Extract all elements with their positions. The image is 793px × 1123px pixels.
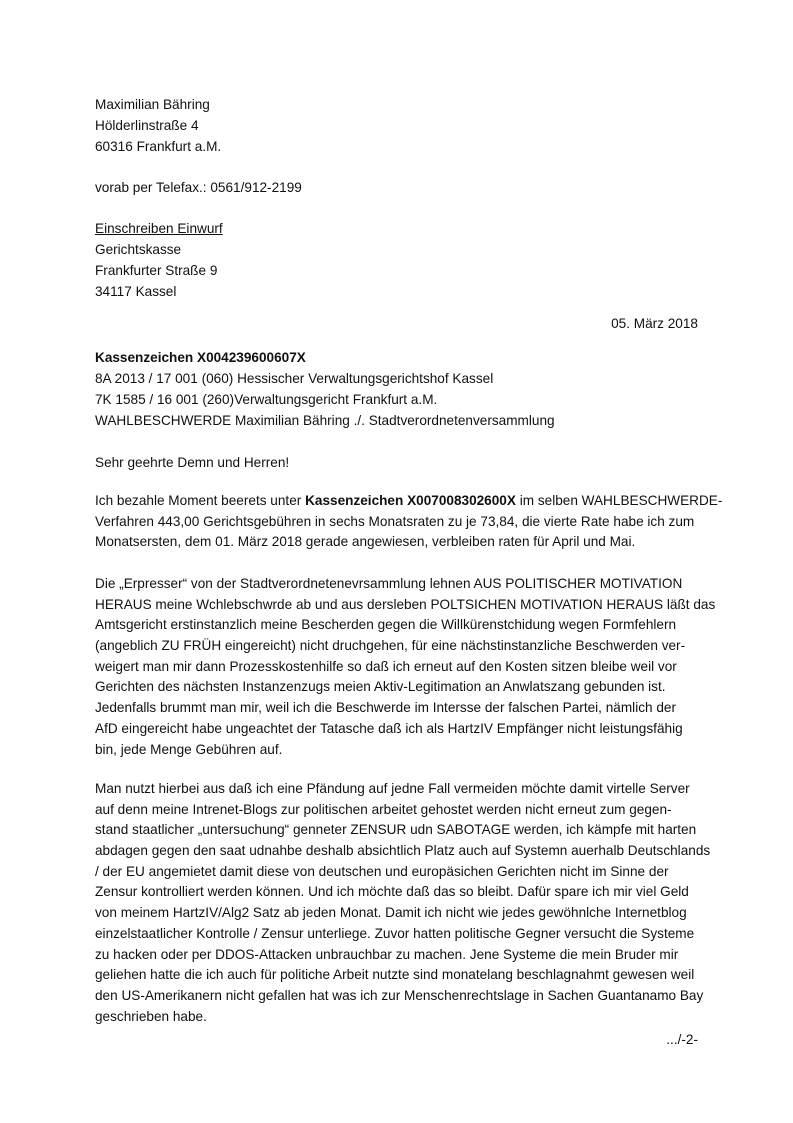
paragraph-3-line: zu hacken oder per DDOS-Attacken unbrauchbar zu machen. Jene Systeme die mein Bruder mir	[95, 946, 679, 962]
paragraph-2-line: AfD eingereicht habe ungeachtet der Tatasche daß ich als HartzIV Empfänger nicht leistungsfähig	[95, 720, 683, 736]
paragraph-2-line: Amtsgericht erstinstanzlich meine Bescherden gegen die Willkürenstchidung wegen Formfehlern	[95, 617, 677, 633]
paragraph-3-line: auf denn meine Intrenet-Blogs zur politischen arbeitet gehostet werden nicht erneut zum gegen-	[95, 801, 672, 817]
paragraph-1-text: Ich bezahle Moment beerets unter	[95, 493, 306, 508]
recipient-name: Gerichtskasse	[95, 242, 182, 257]
sender-name: Maximilian Bähring	[95, 97, 210, 112]
paragraph-3-line: stand staatlicher „untersuchung“ genneter ZENSUR udn SABOTAGE werden, ich kämpfe mit harten	[95, 822, 697, 838]
paragraph-3	[95, 779, 711, 1027]
page-continuation-marker: .../-2-	[666, 1032, 698, 1047]
paragraph-3-line: Zensur kontrolliert werden können. Und ich möchte daß das so bleibt. Dafür spare ich mir viel Geld	[95, 884, 689, 900]
paragraph-2-line: (angeblich ZU FRÜH eingereicht) nicht druchgehen, für eine nächstinstanzliche Beschwerden ver-	[95, 638, 686, 654]
paragraph-2-line: bin, jede Menge Gebühren auf.	[95, 741, 283, 757]
paragraph-1-line: Verfahren 443,00 Gerichtsgebühren in sechs Monatsraten zu je 73,84, die vierte Rate habe ich zum	[95, 513, 695, 529]
subject-reference-1: 8A 2013 / 17 001 (060) Hessischer Verwaltungsgerichtshof Kassel	[95, 371, 494, 386]
paragraph-2-line: HERAUS meine Wchlebschwrde ab und aus dersleben POLTSICHEN MOTIVATION HERAUS läßt das	[95, 596, 716, 612]
paragraph-3-line: Man nutzt hierbei aus daß ich eine Pfändung auf jedne Fall vermeiden möchte damit virtelle Server	[95, 781, 690, 796]
sender-street: Hölderlinstraße 4	[95, 118, 199, 133]
paragraph-3-line: den US-Amerikanern nicht gefallen hat was ich zur Menschenrechtslage in Sachen Guantanamo Bay	[95, 987, 704, 1003]
paragraph-3-line: abdagen gegen den saat udnahbe deshalb absichtlich Platz auch auf Systemn auerhalb Deutschlands	[95, 843, 711, 859]
fax-note: vorab per Telefax.: 0561/912-2199	[95, 180, 302, 195]
paragraph-3-line: einzelstaatlicher Kontrolle / Zensur unterliege. Zuvor hatten politische Gegner versucht die Systeme	[95, 925, 695, 941]
paragraph-3-line: geliehen hatte die ich auch für politiche Arbeit nutzte sind monatelang beschlagnahmt gewesen weil	[95, 967, 695, 983]
salutation: Sehr geehrte Demn und Herren!	[95, 455, 290, 470]
paragraph-2-line: Gerichten des nächsten Instanzenzugs meien Aktiv-Legitimation an Anwlatszang gebunden ist.	[95, 679, 666, 695]
paragraph-1-text: im selben WAHLBESCHWERDE-	[515, 493, 723, 508]
delivery-method: Einschreiben Einwurf	[95, 221, 223, 236]
paragraph-3-line: von meinem HartzIV/Alg2 Satz ab jeden Monat. Damit ich nicht wie jedes gewöhnlche Internetblog	[95, 905, 687, 921]
paragraph-3-line: / der EU angemietet damit diese von deutschen und europäsichen Gerichten nicht im Sinne der	[95, 863, 669, 879]
paragraph-2-line: Die „Erpresser“ von der Stadtverordnetenevrsammlung lehnen AUS POLITISCHER MOTIVATION	[95, 576, 683, 591]
paragraph-1-line	[95, 491, 723, 512]
paragraph-2-line: Jedenfalls brummt man mir, weil ich die Beschwerde im Intersse der falschen Partei, nämlich der	[95, 700, 676, 716]
subject-reference-2: 7K 1585 / 16 001 (260)Verwaltungsgericht Frankfurt a.M.	[95, 392, 438, 407]
paragraph-2	[95, 574, 716, 760]
paragraph-1-kassenzeichen: Kassenzeichen X007008302600X	[305, 493, 516, 508]
recipient-street: Frankfurter Straße 9	[95, 263, 218, 278]
paragraph-3-line: geschrieben habe.	[95, 1008, 207, 1024]
recipient-city: 34117 Kassel	[95, 284, 177, 299]
paragraph-1-line: Monatsersten, dem 01. März 2018 gerade angewiesen, verbleiben raten für April und Mai.	[95, 534, 636, 550]
paragraph-1	[95, 491, 723, 553]
subject-kassenzeichen: Kassenzeichen X004239600607X	[95, 350, 306, 365]
letter-date: 05. März 2018	[611, 316, 698, 331]
paragraph-2-line: weigert man mir dann Prozesskostenhilfe so daß ich erneut auf den Kosten sitzen bleibe weil vor	[95, 658, 677, 674]
subject-reference-3: WAHLBESCHWERDE Maximilian Bähring ./. Stadtverordnetenversammlung	[95, 413, 555, 428]
sender-city: 60316 Frankfurt a.M.	[95, 139, 222, 154]
